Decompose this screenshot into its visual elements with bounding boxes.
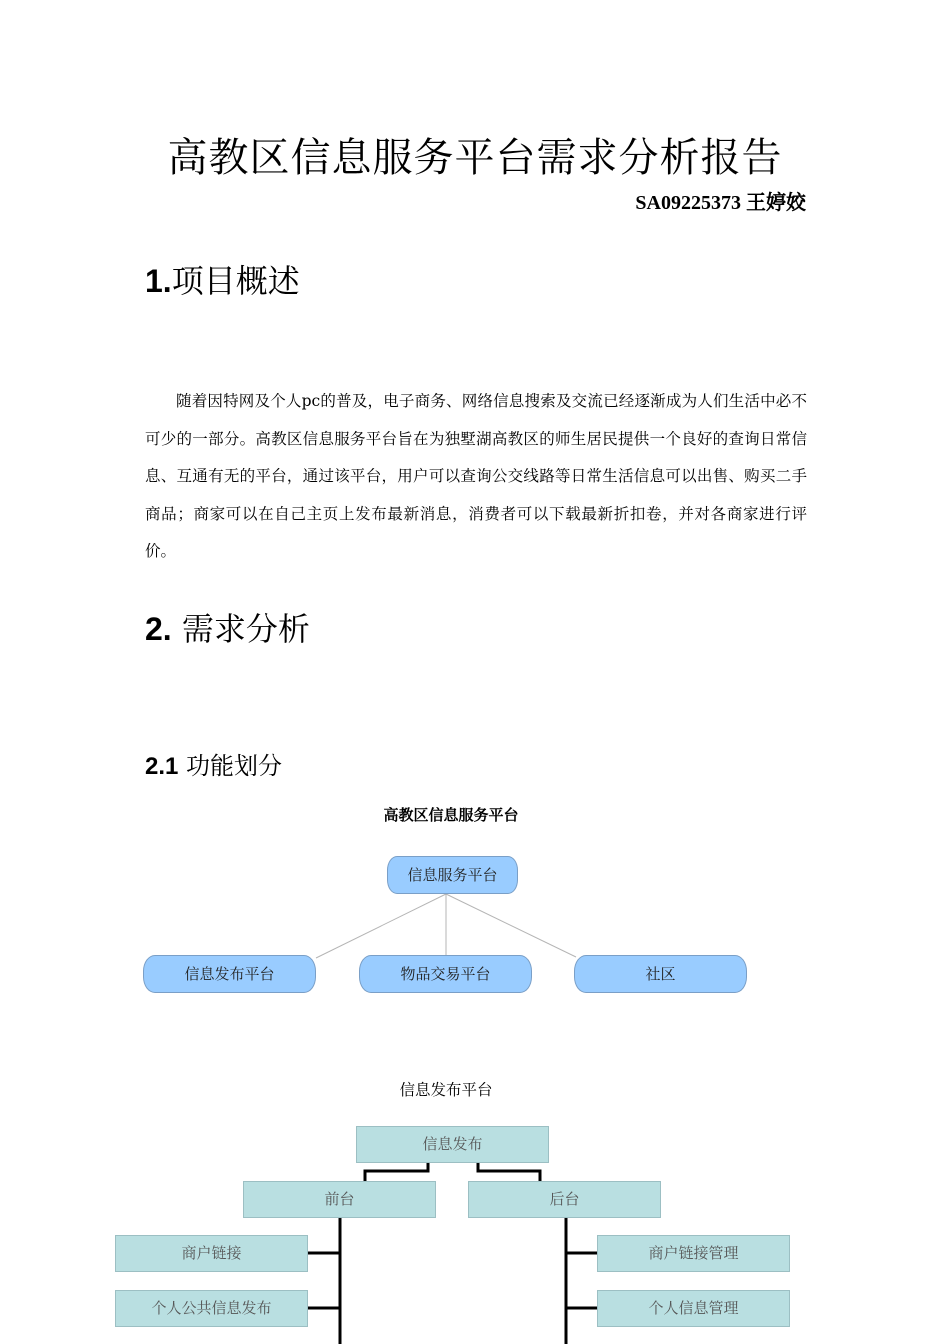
connector-root-to-front — [365, 1162, 428, 1181]
diagram-1-caption: 高教区信息服务平台 — [383, 806, 519, 824]
diagram-2-back-node: 后台 — [468, 1181, 661, 1218]
connector-root-to-community — [446, 894, 576, 957]
section-1-title: 项目概述 — [171, 262, 300, 300]
diagram-1-node-goods-trade: 物品交易平台 — [359, 955, 532, 993]
section-1-number: 1. — [145, 263, 172, 299]
section-2-number: 2. — [145, 611, 172, 647]
diagram-2-root-node: 信息发布 — [356, 1126, 549, 1163]
diagram-2-caption: 信息发布平台 — [399, 1081, 493, 1099]
diagram-2-back-item-merchant-link-manage: 商户链接管理 — [597, 1235, 790, 1272]
diagram-1-node-info-publish: 信息发布平台 — [143, 955, 316, 993]
diagram-2-front-item-merchant-link: 商户链接 — [115, 1235, 308, 1272]
page-title: 高教区信息服务平台需求分析报告 — [167, 135, 783, 181]
section-2-1-number: 2.1 — [145, 753, 179, 780]
section-2-title: 需求分析 — [181, 610, 310, 648]
connector-root-to-info-publish — [316, 894, 446, 958]
diagram-1-root-node: 信息服务平台 — [387, 856, 518, 894]
diagram-2-front-item-personal-publish: 个人公共信息发布 — [115, 1290, 308, 1327]
diagram-2-back-item-personal-manage: 个人信息管理 — [597, 1290, 790, 1327]
diagram-1-connectors — [316, 894, 576, 958]
overview-paragraph: 随着因特网及个人pc的普及，电子商务、网络信息搜索及交流已经逐渐成为人们生活中必不可少的一部分。高教区信息服务平台旨在为独墅湖高教区的师生居民提供一个良好的查询日常信息、互通有无的平台，通过该平台，用户可以查询公交线路等日常生活信息可以出售、购买二手商品；商家可以在自己主页上发布最新消息，消费者可以下载最新折扣卷，并对各商家进行评价。 — [145, 392, 807, 561]
diagram-2-front-node: 前台 — [243, 1181, 436, 1218]
author-line: SA09225373 王婷姣 — [635, 192, 806, 214]
diagram-1-node-community: 社区 — [574, 955, 747, 993]
connector-root-to-back — [478, 1162, 540, 1181]
section-2-1-title: 功能划分 — [186, 752, 283, 780]
